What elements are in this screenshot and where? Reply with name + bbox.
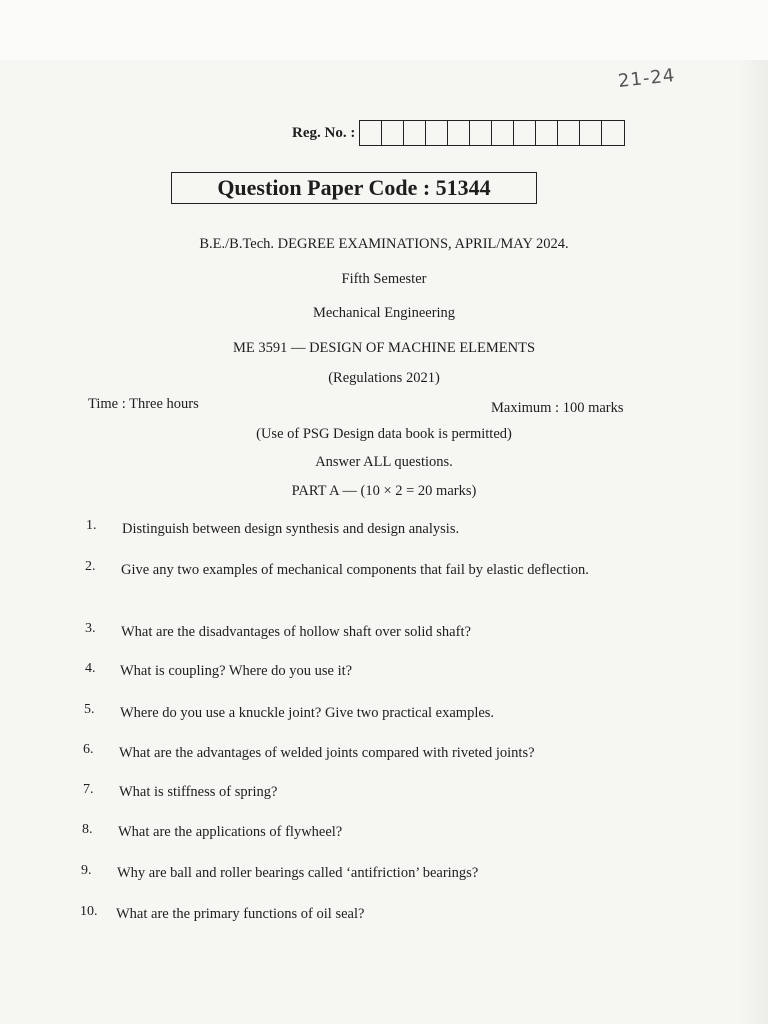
max-marks: Maximum : 100 marks [491, 400, 624, 416]
question-number: 8. [82, 822, 93, 837]
question-text: What are the disadvantages of hollow shaft over solid shaft? [121, 624, 471, 640]
part-a-heading: PART A — (10 × 2 = 20 marks) [291, 483, 477, 499]
reg-no-boxes [359, 120, 625, 146]
question-text: What is stiffness of spring? [119, 784, 278, 800]
question-number: 5. [84, 702, 95, 717]
question-number: 2. [85, 559, 96, 574]
reg-no-box [360, 121, 382, 145]
question-number: 4. [85, 661, 96, 676]
reg-no-box [448, 121, 470, 145]
question-text: What are the applications of flywheel? [118, 824, 343, 840]
department: Mechanical Engineering [312, 305, 456, 321]
question-text: Distinguish between design synthesis and design analysis. [122, 521, 460, 537]
exam-title: B.E./B.Tech. DEGREE EXAMINATIONS, APRIL/MAY 2024. [199, 236, 569, 252]
question-text: Where do you use a knuckle joint? Give two practical examples. [120, 705, 495, 721]
reg-no-box [470, 121, 492, 145]
paper-code-box [171, 172, 537, 204]
reg-no-box [602, 121, 624, 145]
semester: Fifth Semester [341, 271, 427, 287]
reg-no-row [292, 120, 625, 146]
handwritten-annotation: 21-24 [617, 65, 677, 92]
time-label: Time : Three hours [88, 396, 199, 412]
question-text: Why are ball and roller bearings called ‘antifriction’ bearings? [117, 865, 479, 881]
subject-title: ME 3591 — DESIGN OF MACHINE ELEMENTS [232, 340, 536, 356]
reg-no-box [580, 121, 602, 145]
reg-no-box [404, 121, 426, 145]
reg-no-label: Reg. No. : [292, 124, 356, 141]
reg-no-box [558, 121, 580, 145]
question-number: 6. [83, 742, 94, 757]
reg-no-box [514, 121, 536, 145]
regulations: (Regulations 2021) [328, 370, 440, 386]
question-number: 9. [81, 863, 92, 878]
paper-code: Question Paper Code : 51344 [217, 175, 491, 200]
question-text: What are the advantages of welded joints compared with riveted joints? [119, 745, 535, 761]
question-number: 3. [85, 621, 96, 636]
question-text: What is coupling? Where do you use it? [120, 663, 353, 679]
question-number: 10. [80, 904, 98, 919]
reg-no-box [382, 121, 404, 145]
data-book-note: (Use of PSG Design data book is permitted) [256, 426, 512, 442]
question-number: 7. [83, 782, 94, 797]
reg-no-box [492, 121, 514, 145]
reg-no-box [426, 121, 448, 145]
question-number: 1. [86, 518, 97, 533]
instruction: Answer ALL questions. [315, 454, 453, 470]
question-text: What are the primary functions of oil seal? [116, 906, 365, 922]
reg-no-box [536, 121, 558, 145]
question-text: Give any two examples of mechanical components that fail by elastic deflection. [121, 562, 589, 578]
